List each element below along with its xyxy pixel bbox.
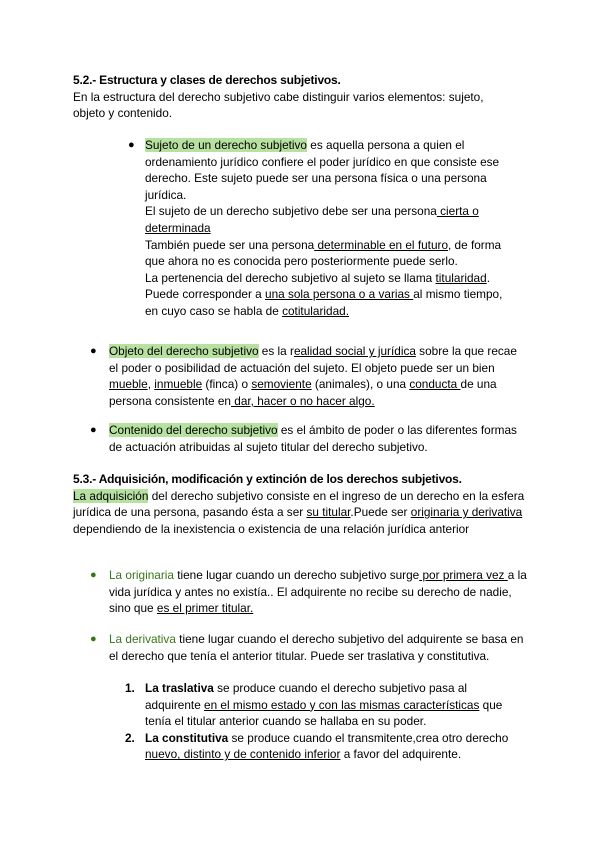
adquisicion-text-b: .Puede ser (350, 505, 411, 520)
objeto-underline-5: conducta (409, 377, 461, 392)
section-5-2 (73, 72, 533, 122)
sujeto-definition (145, 137, 515, 203)
originaria-label: La originaria (109, 568, 174, 582)
objeto-text-e: (animales), o una (311, 377, 410, 392)
objeto-underline-3: inmueble (154, 377, 203, 392)
objeto-text-c: , (147, 377, 155, 392)
list-number: 1. (125, 681, 135, 695)
bullet-icon: ● (90, 633, 97, 645)
derivativa-label: La derivativa (109, 632, 176, 646)
adquisicion-text-c: dependiendo de la inexistencia o existencia de una relación jurídica anterior (73, 521, 470, 536)
sujeto-line-5 (145, 286, 515, 319)
sujeto-line-4-tail: . (486, 270, 490, 285)
sujeto-line-3-tail: , de forma que ahora no es conocida pero posteriormente puede serlo. (145, 237, 502, 269)
contenido-text: es el ámbito de poder o las diferentes formas de actuación atribuidas al sujeto titular del derecho subjetivo. (109, 423, 517, 454)
objeto-text-f: de una persona consistente en (109, 377, 497, 408)
objeto-text-a: es la r (258, 344, 294, 358)
adquisicion-text-a: del derecho subjetivo consiste en el ingreso de un derecho en la esfera jurídica de una persona, pasando ésta a ser (73, 488, 525, 520)
adquisicion-underline-2: originaria y derivativa (410, 505, 523, 520)
list-item-sujeto (128, 137, 515, 320)
objeto-underline-4: semoviente (251, 377, 312, 392)
sujeto-line-2 (145, 203, 515, 236)
sujeto-line-5-underline-3: cotitularidad. (282, 303, 349, 318)
traslativa-underline: en el mismo estado y con las mismas características (204, 697, 480, 712)
derivativa-text: tiene lugar cuando el derecho subjetivo del adquirente se basa en el derecho que tenía el anterior titular. Puede ser traslativa y constitutiva. (109, 632, 524, 663)
sujeto-line-3-underline: determinable en el futuro (314, 237, 448, 252)
sujeto-line-2-underline: cierta o determinada (145, 204, 479, 235)
section-5-3-title: 5.3.- Adquisición, modificación y extinción de los derechos subjetivos. (73, 472, 462, 486)
highlight-adquisicion: La adquisición (73, 488, 149, 503)
bullet-icon: ● (128, 139, 135, 151)
objeto-underline-1: ealidad social y jurídica (293, 344, 416, 358)
adquisicion-underline-1: su titular (306, 505, 351, 520)
originaria-text-a: tiene lugar cuando un derecho subjetivo surge (173, 568, 420, 582)
constitutiva-underline: nuevo, distinto y de contenido inferior (145, 747, 341, 762)
sujeto-line-5-text: Puede corresponder a (145, 287, 266, 302)
sujeto-line-4 (145, 270, 515, 287)
constitutiva-text-b: a favor del adquirente. (340, 747, 462, 762)
sujeto-line-5-middle: al mismo tiempo, en cuyo caso se habla de (145, 287, 503, 318)
sujeto-line-4-underline: titularidad (435, 270, 487, 285)
bullet-icon: ● (90, 569, 97, 581)
bullet-icon: ● (90, 424, 97, 436)
section-5-2-intro: En la estructura del derecho subjetivo cabe distinguir varios elementos: sujeto, objeto y contenido. (73, 89, 484, 121)
list-item-contenido (90, 422, 529, 455)
list-item-traslativa (125, 680, 525, 730)
list-number: 2. (125, 730, 135, 745)
objeto-underline-6: dar, hacer o no hacer algo. (230, 393, 375, 408)
originaria-definition (109, 567, 529, 617)
sujeto-line-5-underline-1: una sola persona (265, 287, 356, 302)
objeto-definition (109, 343, 529, 409)
objeto-underline-2: mueble (109, 377, 148, 392)
adquisicion-paragraph (73, 488, 528, 538)
contenido-definition (109, 422, 529, 455)
section-5-3 (73, 471, 528, 537)
derivativa-definition (109, 631, 529, 664)
list-item-objeto (90, 343, 529, 409)
sujeto-line-3 (145, 237, 515, 270)
numbered-list (125, 680, 525, 763)
bullet-icon: ● (90, 345, 97, 357)
sujeto-line-5-underline-2: o a varias (355, 287, 414, 302)
section-5-2-title: 5.2.- Estructura y clases de derechos subjetivos. (73, 73, 341, 87)
sujeto-line-3-text: También puede ser una persona (145, 237, 315, 252)
originaria-text-b: a la vida jurídica y antes no existía.. El adquirente no recibe su derecho de nadie, sino que (109, 568, 527, 616)
constitutiva-definition (145, 730, 525, 763)
highlight-objeto: Objeto del derecho subjetivo (109, 344, 259, 358)
traslativa-definition (145, 680, 525, 730)
highlight-sujeto: Sujeto de un derecho subjetivo (145, 138, 307, 152)
list-item-constitutiva (125, 730, 525, 763)
highlight-contenido: Contenido del derecho subjetivo (109, 423, 278, 437)
traslativa-text-b: que tenía el titular anterior cuando se hallaba en su poder. (145, 697, 503, 729)
originaria-underline-2: es el primer titular. (156, 601, 254, 616)
traslativa-text-a: se produce cuando el derecho subjetivo pasa al adquirente (145, 681, 468, 712)
traslativa-label: La traslativa (145, 681, 214, 695)
sujeto-text: es aquella persona a quien el ordenamiento jurídico confiere el poder jurídico en que consiste ese derecho. Este sujeto puede ser una persona física o una persona jurídica. (145, 138, 500, 202)
objeto-text-d: (finca) o (202, 377, 252, 392)
constitutiva-text-a: se produce cuando el transmitente,crea otro derecho (228, 730, 509, 745)
originaria-underline-1: por primera vez (419, 568, 508, 582)
objeto-text-b: sobre la que recae el poder o posibilidad de actuación del sujeto. El objeto puede ser un bien (109, 344, 517, 375)
sujeto-line-2-text: El sujeto de un derecho subjetivo debe ser una persona (145, 204, 437, 219)
constitutiva-label: La constitutiva (145, 730, 229, 745)
list-item-derivativa (90, 631, 529, 664)
sujeto-line-4-text: La pertenencia del derecho subjetivo al sujeto se llama (145, 270, 436, 285)
list-item-originaria (90, 567, 529, 617)
